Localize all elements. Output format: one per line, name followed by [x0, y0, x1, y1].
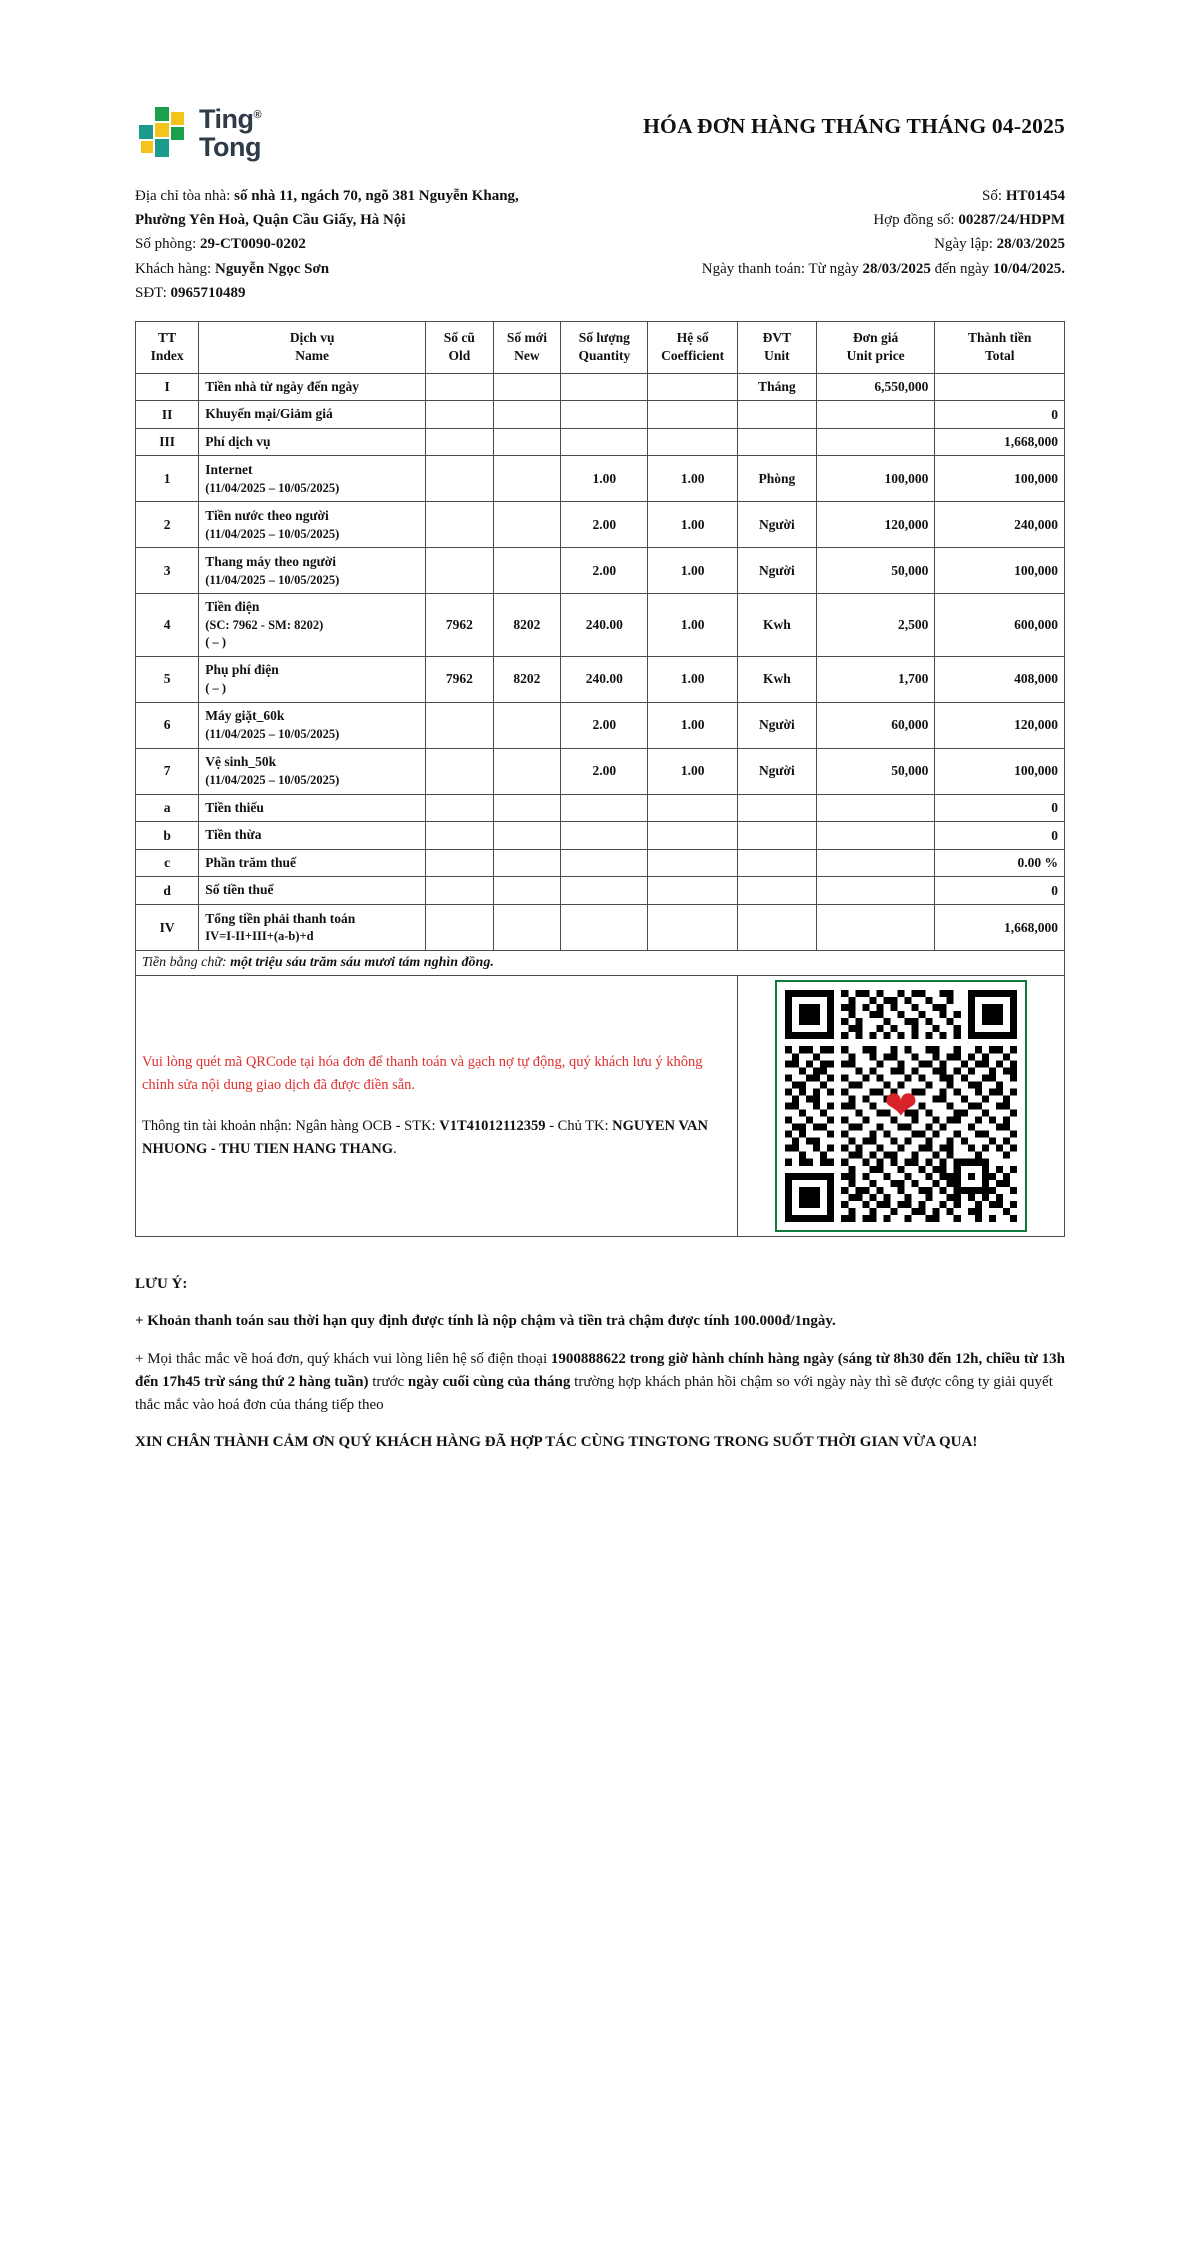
- table-row: 1 Internet (11/04/2025 – 10/05/2025) 1.00 1.00 Phòng 100,000 100,000: [136, 456, 1065, 502]
- customer-name-value: Nguyễn Ngọc Sơn: [214, 260, 330, 277]
- bank-account-number: V1T41012112359: [439, 1118, 546, 1135]
- qr-code[interactable]: [775, 980, 1027, 1232]
- table-row: 5 Phụ phí điện ( – ) 7962 8202 240.00 1.00 Kwh 1,700 408,000: [136, 656, 1065, 702]
- table-row: III Phí dịch vụ 1,668,000: [136, 428, 1065, 456]
- notes-heading: LƯU Ý:: [135, 1276, 188, 1293]
- col-total: Thành tiền Total: [935, 322, 1065, 373]
- brand-name-line2: Tong: [199, 132, 261, 163]
- qr-code-image: [785, 990, 1017, 1222]
- col-unit: ĐVT Unit: [737, 322, 816, 373]
- notes-section: [0, 1237, 1200, 1454]
- tingtong-cross-logo: [135, 106, 189, 160]
- brand-name: [199, 105, 261, 162]
- table-row: d Số tiền thuế 0: [136, 877, 1065, 905]
- customer-name-label: Khách hàng:: [135, 260, 212, 277]
- page-title: HÓA ĐƠN HÀNG THÁNG THÁNG 04-2025: [643, 114, 1065, 138]
- note-thanks: XIN CHÂN THÀNH CẢM ƠN QUÝ KHÁCH HÀNG ĐÃ HỢP TÁC CÙNG TINGTONG TRONG SUỐT THỜI GIAN VỪA QUA!: [135, 1434, 978, 1451]
- brand-logo: [135, 105, 465, 162]
- table-row: 2 Tiền nước theo người (11/04/2025 – 10/05/2025) 2.00 1.00 Người 120,000 240,000: [136, 502, 1065, 548]
- payment-period-mid: đến ngày: [934, 260, 990, 277]
- contract-number: [873, 208, 1065, 232]
- col-new: Số mới New: [493, 322, 561, 373]
- table-header-row: [136, 322, 1065, 373]
- room-number-value: 29-CT0090-0202: [200, 236, 306, 253]
- table-row: c Phần trăm thuế 0.00 %: [136, 849, 1065, 877]
- table-row-grand-total: IV Tổng tiền phải thanh toán IV=I-II+III+(a-b)+d 1,668,000: [136, 905, 1065, 951]
- invoice-number: [982, 184, 1065, 208]
- table-row: 3 Thang máy theo người (11/04/2025 – 10/05/2025) 2.00 1.00 Người 50,000 100,000: [136, 548, 1065, 594]
- registered-mark: ®: [253, 109, 262, 121]
- qr-warning-text: Vui lòng quét mã QRCode tại hóa đơn để thanh toán và gạch nợ tự động, quý khách lưu ý không chỉnh sửa nội dung giao dịch đã được điền sẵn.: [142, 1053, 703, 1093]
- table-row: 6 Máy giặt_60k (11/04/2025 – 10/05/2025) 2.00 1.00 Người 60,000 120,000: [136, 702, 1065, 748]
- customer-name: [135, 257, 329, 281]
- building-address-value: số nhà 11, ngách 70, ngõ 381 Nguyễn Khang,: [234, 187, 519, 204]
- note-contact: + Mọi thắc mắc về hoá đơn, quý khách vui lòng liên hệ số điện thoại 1900888622 trong giờ hành chính hàng ngày (sáng từ 8h30 đến 12h, chiều từ 13h đến 17h45 trừ sáng thứ 2 hàng tuần) trước ngày cuối cùng của tháng trường hợp khách phản hồi chậm so với ngày này thì sẽ được công ty giải quyết thắc mắc vào hoá đơn của tháng tiếp theo: [135, 1350, 1065, 1414]
- contract-number-label: Hợp đồng số:: [873, 211, 955, 228]
- building-address: [135, 184, 519, 208]
- invoice-number-label: Số:: [982, 187, 1003, 204]
- col-name: Dịch vụ Name: [199, 322, 426, 373]
- amount-in-words-row: [136, 951, 1065, 976]
- created-date: [934, 232, 1065, 256]
- col-index: TT Index: [136, 322, 199, 373]
- brand-name-line1: Ting: [199, 104, 254, 134]
- payment-qr-row: [136, 976, 1065, 1237]
- note-late-payment: + Khoản thanh toán sau thời hạn quy định được tính là nộp chậm và tiền trả chậm được tính 100.000đ/1ngày.: [135, 1313, 836, 1330]
- invoice-meta: [0, 162, 1200, 305]
- amount-in-words-label: Tiền bằng chữ:: [142, 955, 227, 971]
- table-row: b Tiền thừa 0: [136, 822, 1065, 850]
- table-row: II Khuyến mại/Giảm giá 0: [136, 401, 1065, 429]
- table-row: 7 Vệ sinh_50k (11/04/2025 – 10/05/2025) 2.00 1.00 Người 50,000 100,000: [136, 748, 1065, 794]
- customer-phone: [135, 281, 246, 305]
- invoice-number-value: HT01454: [1005, 187, 1065, 204]
- room-number: [135, 232, 306, 256]
- payment-period-from: 28/03/2025: [862, 260, 931, 277]
- customer-phone-label: SĐT:: [135, 284, 167, 301]
- building-address-label: Địa chỉ tòa nhà:: [135, 187, 231, 204]
- invoice-header: [0, 0, 1200, 162]
- table-row: 4 Tiền điện (SC: 7962 - SM: 8202) ( – ) 7962 8202 240.00 1.00 Kwh 2,500 600,000: [136, 594, 1065, 656]
- invoice-table: [135, 321, 1065, 1237]
- room-number-label: Số phòng:: [135, 236, 197, 253]
- heart-icon: ❤: [884, 1083, 918, 1129]
- created-date-value: 28/03/2025: [996, 236, 1065, 253]
- contract-number-value: 00287/24/HDPM: [958, 211, 1065, 228]
- col-unit-price: Đơn giá Unit price: [816, 322, 935, 373]
- amount-in-words-value: một triệu sáu trăm sáu mươi tám nghìn đồng.: [230, 955, 494, 971]
- col-old: Số cũ Old: [426, 322, 494, 373]
- payment-period: [702, 257, 1065, 281]
- payment-period-label: Ngày thanh toán: Từ ngày: [701, 260, 859, 277]
- customer-phone-value: 0965710489: [170, 284, 246, 301]
- payment-period-to: 10/04/2025.: [992, 260, 1065, 277]
- col-coefficient: Hệ số Coefficient: [648, 322, 737, 373]
- table-row: a Tiền thiếu 0: [136, 794, 1065, 822]
- table-row: I Tiền nhà từ ngày đến ngày Tháng 6,550,000: [136, 373, 1065, 401]
- bank-account-name: NGUYEN VAN NHUONG - THU TIEN HANG THANG: [142, 1118, 708, 1158]
- bank-account-info: Thông tin tài khoản nhận: Ngân hàng OCB - STK: V1T41012112359 - Chủ TK: NGUYEN VAN NHUONG - THU TIEN HANG THANG.: [142, 1118, 708, 1158]
- col-quantity: Số lượng Quantity: [561, 322, 648, 373]
- created-date-label: Ngày lập:: [934, 236, 993, 253]
- building-address-value2: Phường Yên Hoà, Quận Cầu Giấy, Hà Nội: [135, 211, 406, 228]
